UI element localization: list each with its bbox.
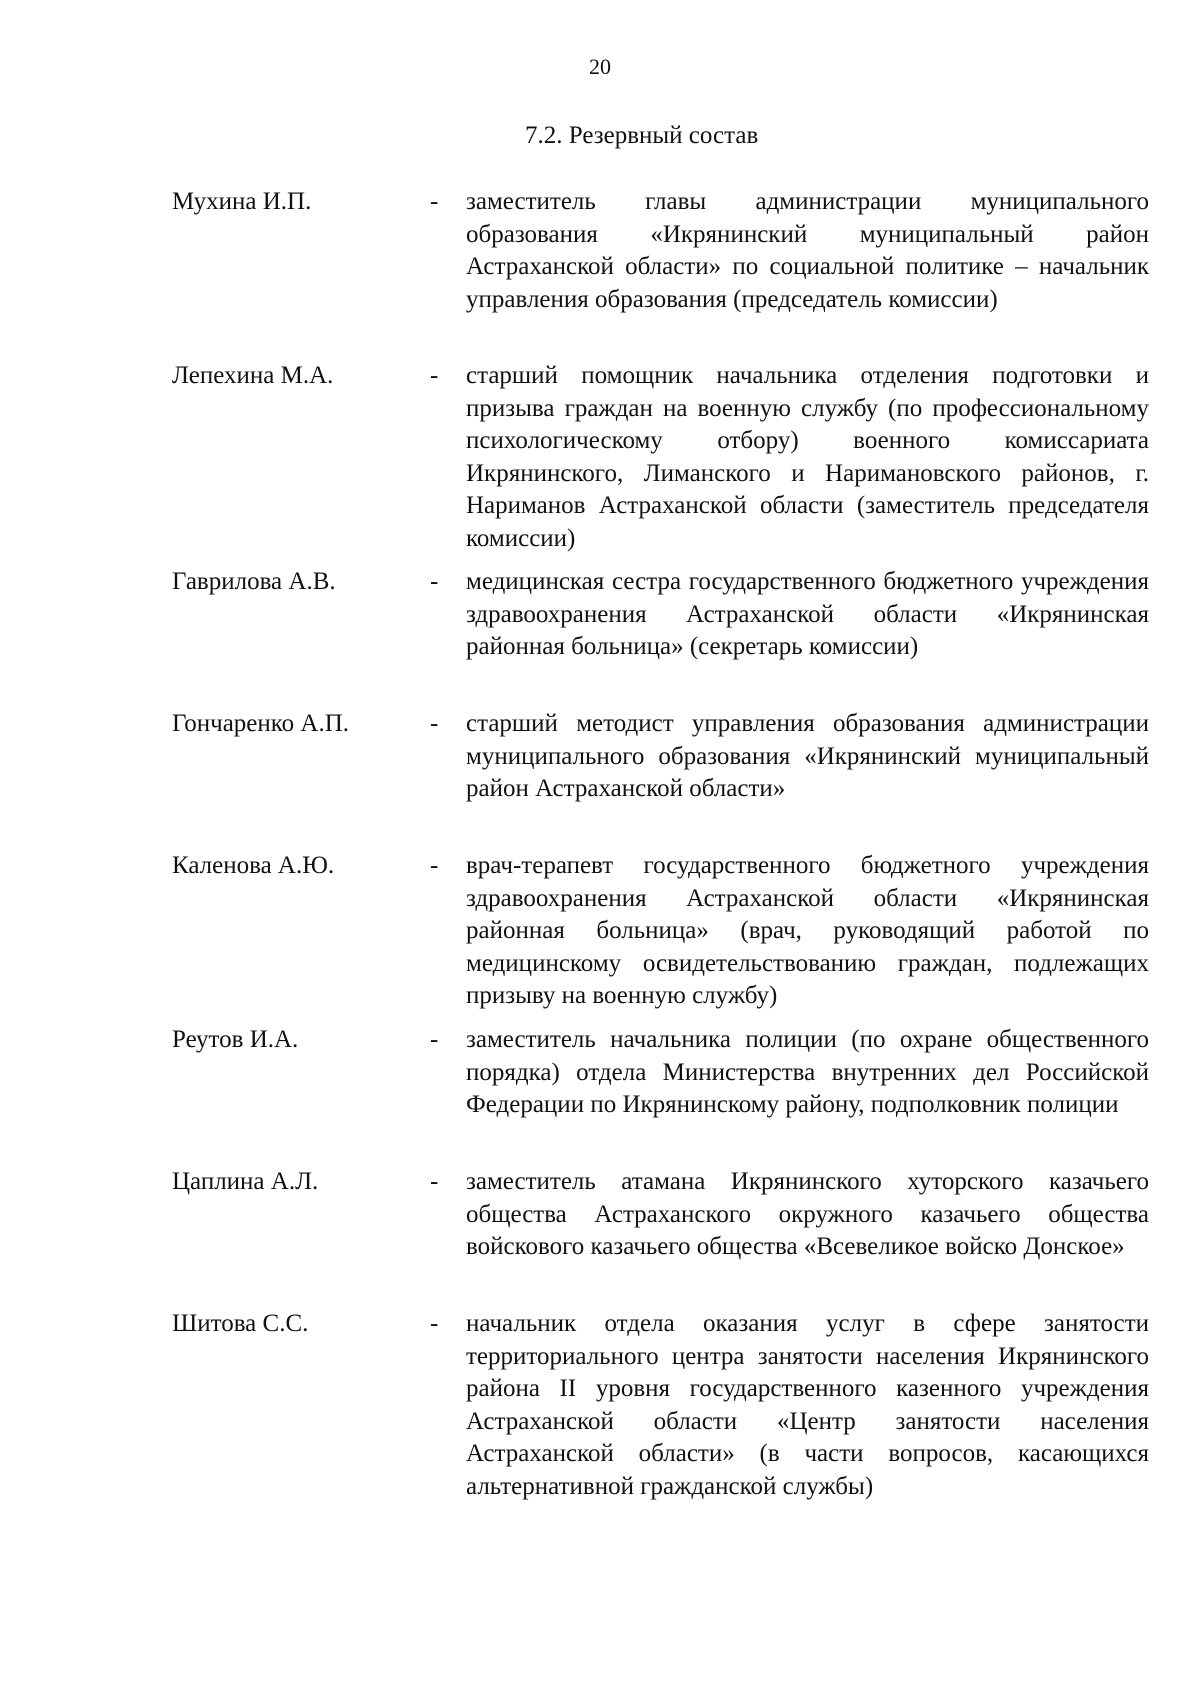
member-name: Гончаренко А.П. xyxy=(172,710,350,737)
member-dash: - xyxy=(430,188,439,215)
member-name: Шитова С.С. xyxy=(172,1310,309,1337)
section-title: 7.2. Резервный состав xyxy=(525,122,759,149)
member-role: врач-терапевт государственного бюджетного учреждения здравоохранения Астраханской области «Икрянинская районная больница» (врач, руководящий работой по медицинскому освидетельствованию граждан, подлежащих призыву на военную службу) xyxy=(466,852,1149,1010)
member-dash: - xyxy=(430,1168,439,1195)
page-number: 20 xyxy=(589,54,611,79)
member-role: старший методист управления образования администрации муниципального образования «Икрянинский муниципальный район Астраханской области» xyxy=(466,710,1149,803)
member-name: Реутов И.А. xyxy=(172,1026,299,1053)
member-role: медицинская сестра государственного бюджетного учреждения здравоохранения Астраханской области «Икрянинская районная больница» (секретарь комиссии) xyxy=(466,568,1149,661)
member-dash: - xyxy=(430,710,439,737)
member-role: старший помощник начальника отделения подготовки и призыва граждан на военную службу (по профессиональному психологическому отбору) военного комиссариата Икрянинского, Лиманского и Наримановского районов, г. Нариманов Астраханской области (заместитель председателя комиссии) xyxy=(466,362,1149,552)
member-dash: - xyxy=(430,362,439,389)
member-name: Цаплина А.Л. xyxy=(172,1168,319,1195)
member-role: заместитель атамана Икрянинского хуторского казачьего общества Астраханского окружного казачьего общества войскового казачьего общества «Всевеликое войско Донское» xyxy=(466,1168,1149,1261)
member-name: Мухина И.П. xyxy=(172,188,312,215)
member-dash: - xyxy=(430,1310,439,1337)
member-dash: - xyxy=(430,568,439,595)
member-role: начальник отдела оказания услуг в сфере занятости территориального центра занятости населения Икрянинского района II уровня государственного казенного учреждения Астраханской области «Центр занятости населения Астраханской области» (в части вопросов, касающихся альтернативной гражданской службы) xyxy=(466,1310,1149,1500)
member-name: Лепехина М.А. xyxy=(172,362,334,389)
member-role: заместитель главы администрации муниципального образования «Икрянинский муниципальный район Астраханской области» по социальной политике – начальник управления образования (председатель комиссии) xyxy=(466,188,1149,313)
member-role: заместитель начальника полиции (по охране общественного порядка) отдела Министерства внутренних дел Российской Федерации по Икрянинскому району, подполковник полиции xyxy=(466,1026,1149,1119)
member-dash: - xyxy=(430,1026,439,1053)
member-name: Гаврилова А.В. xyxy=(172,568,336,595)
member-dash: - xyxy=(430,852,439,879)
member-name: Каленова А.Ю. xyxy=(172,852,335,879)
